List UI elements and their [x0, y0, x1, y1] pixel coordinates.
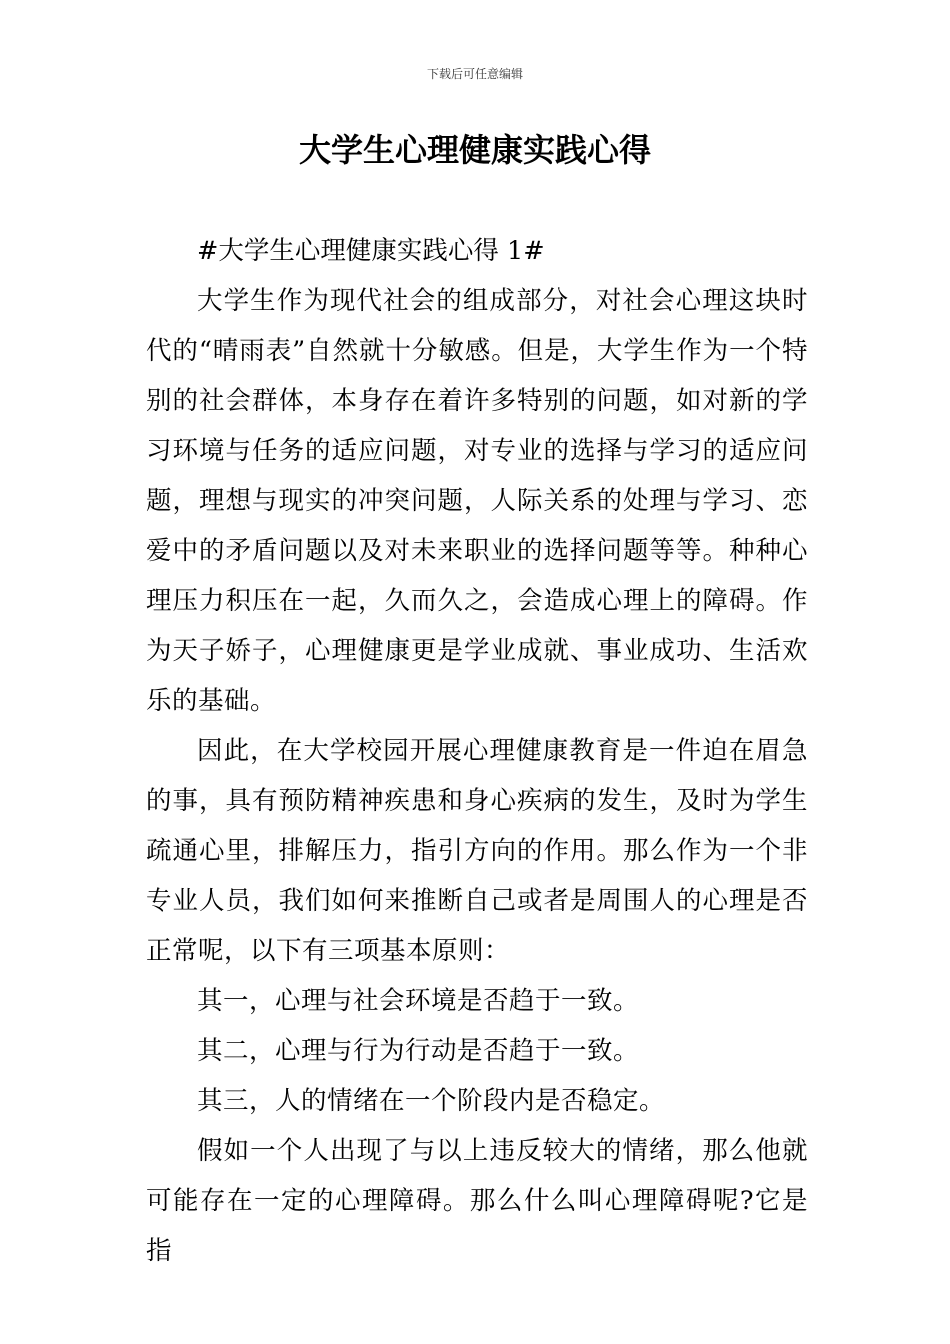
- section-heading: #大学生心理健康实践心得 1#: [197, 236, 545, 266]
- principle-item: 其一，心理与社会环境是否趋于一致。: [197, 986, 640, 1016]
- document-body: [146, 226, 808, 1276]
- paragraph: 假如一个人出现了与以上违反较大的情绪，那么他就可能存在一定的心理障碍。那么什么叫心理障碍呢?它是指: [146, 1136, 808, 1266]
- header-note: 下载后可任意编辑: [426, 67, 523, 81]
- principle-item: 其三，人的情绪在一个阶段内是否稳定。: [197, 1086, 666, 1116]
- paragraph: 大学生作为现代社会的组成部分，对社会心理这块时代的“晴雨表”自然就十分敏感。但是，大学生作为一个特别的社会群体，本身存在着许多特别的问题，如对新的学习环境与任务的适应问题，对专业的选择与学习的适应问题，理想与现实的冲突问题，人际关系的处理与学习、恋爱中的矛盾问题以及对未来职业的选择问题等等。种种心理压力积压在一起，久而久之，会造成心理上的障碍。作为天子娇子，心理健康更是学业成就、事业成功、生活欢乐的基础。: [146, 286, 808, 716]
- document-title: 大学生心理健康实践心得: [298, 131, 651, 169]
- principle-item: 其二，心理与行为行动是否趋于一致。: [197, 1036, 640, 1066]
- paragraph: 因此，在大学校园开展心理健康教育是一件迫在眉急的事，具有预防精神疾患和身心疾病的发生，及时为学生疏通心里，排解压力，指引方向的作用。那么作为一个非专业人员，我们如何来推断自己或者是周围人的心理是否正常呢，以下有三项基本原则：: [146, 736, 808, 966]
